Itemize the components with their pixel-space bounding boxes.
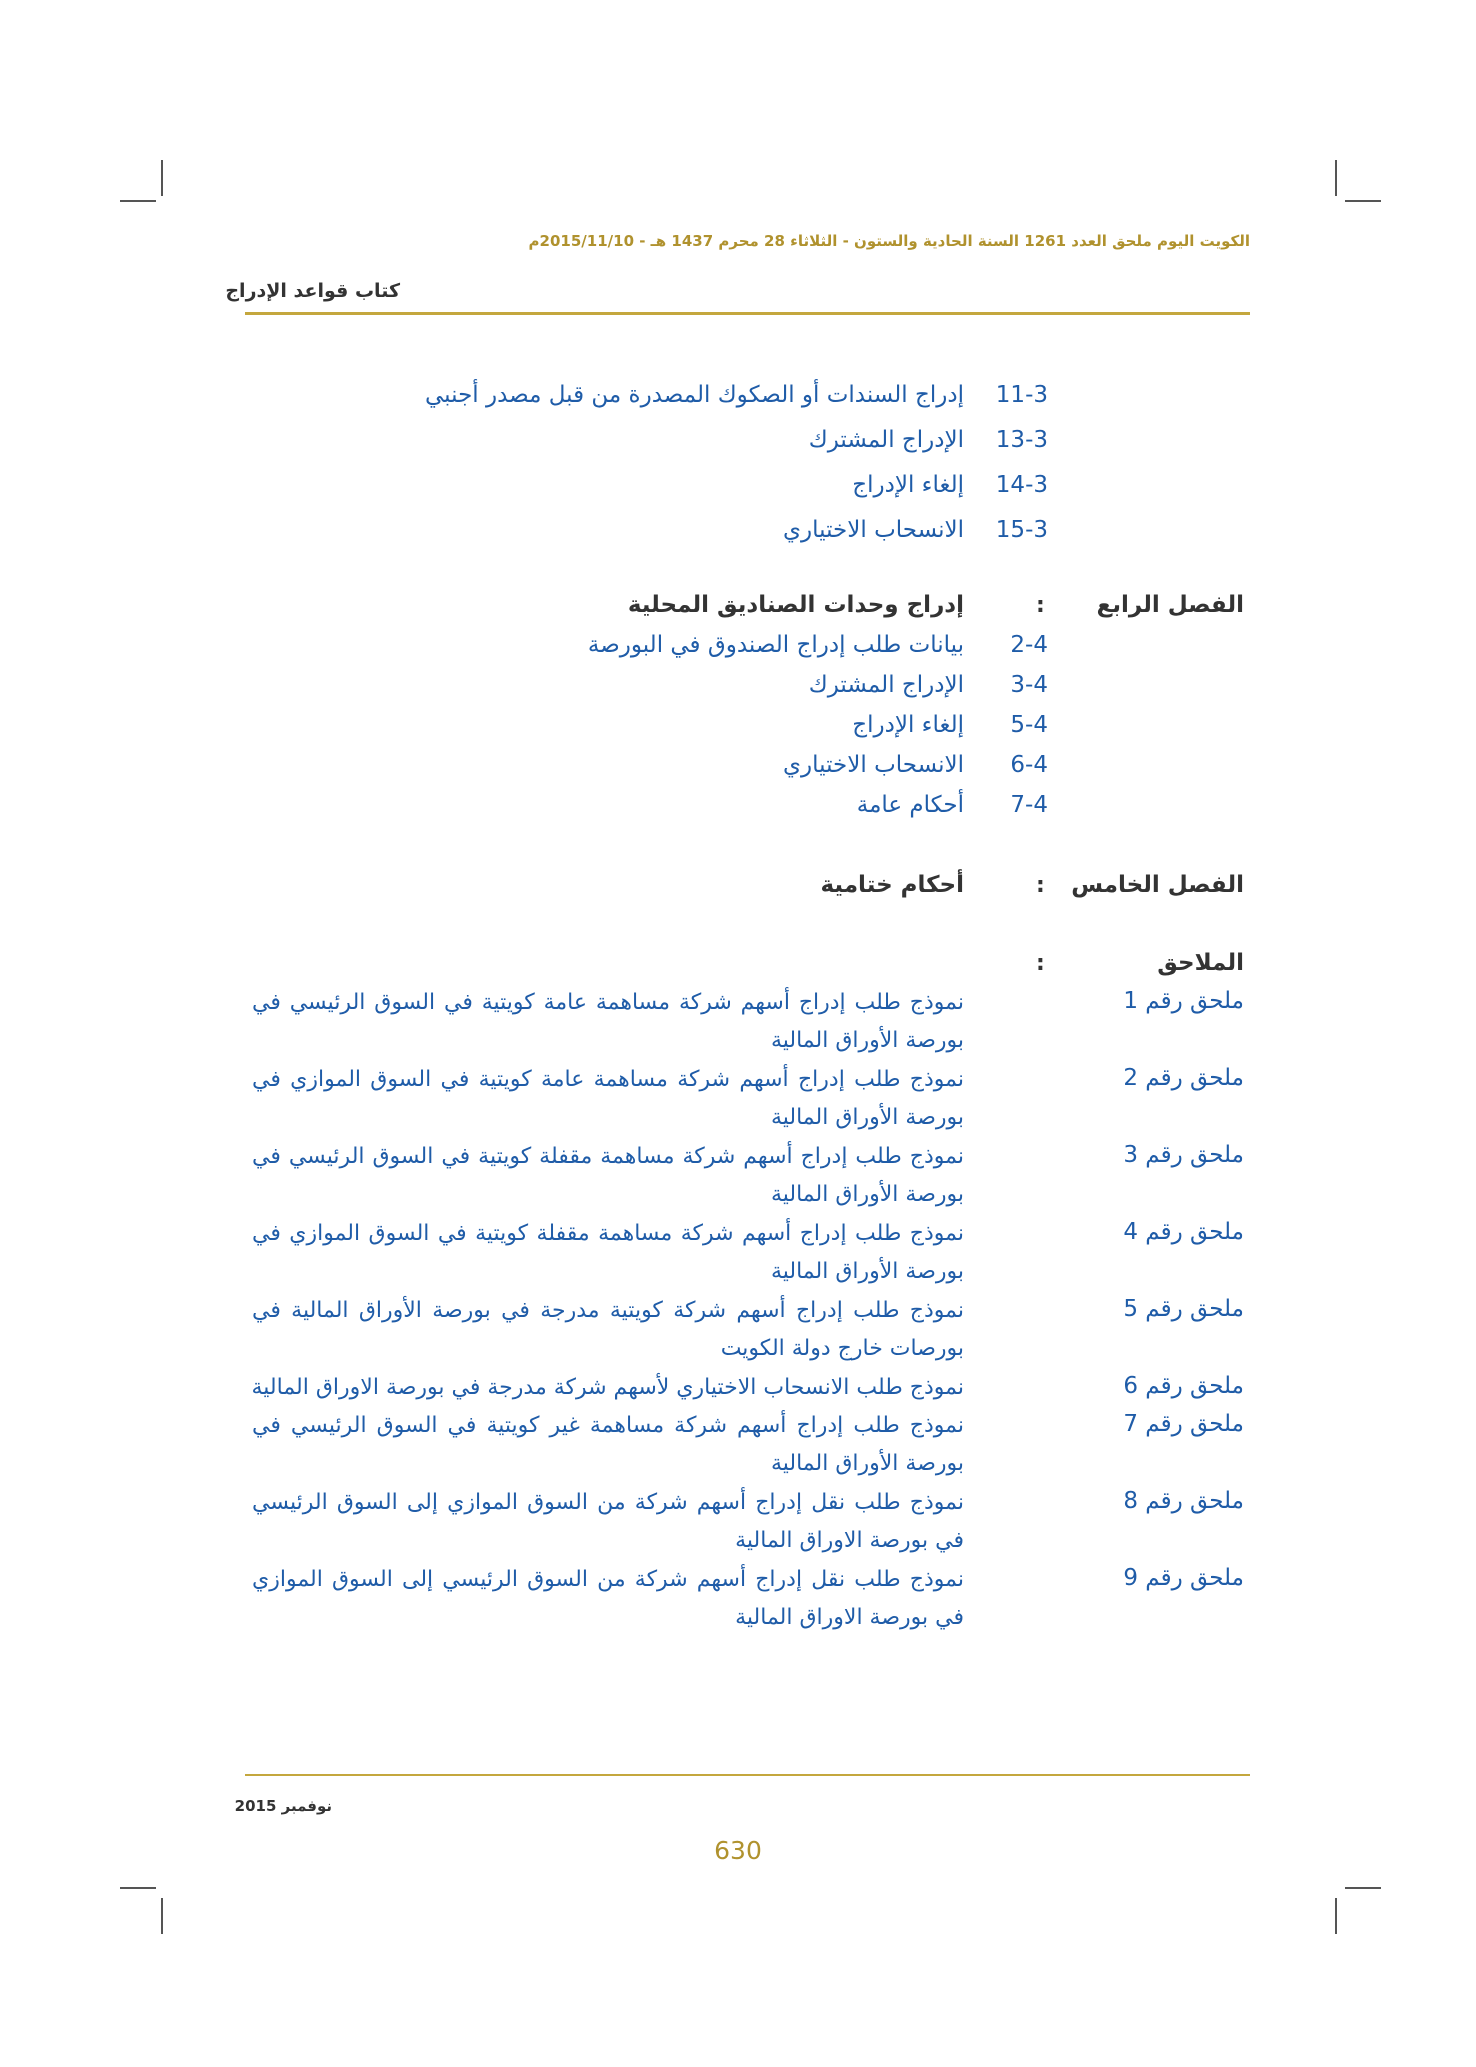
publication-line: الكويت اليوم ملحق العدد 1261 السنة الحادية والستون - الثلاثاء 28 محرم 1437 هـ - 2015/11/10م bbox=[528, 232, 1250, 250]
chapter4-title: إدراج وحدات الصناديق المحلية bbox=[627, 592, 964, 618]
annexes-colon: : bbox=[1036, 951, 1045, 976]
annex-text: نموذج طلب نقل إدراج أسهم شركة من السوق الرئيسي إلى السوق الموازي في بورصة الاوراق المالية bbox=[252, 1567, 964, 1630]
chapter5-colon: : bbox=[1036, 873, 1045, 898]
item-number: 7-4 bbox=[1010, 792, 1048, 818]
crop-mark bbox=[1345, 1887, 1381, 1889]
item-text: الانسحاب الاختياري bbox=[783, 517, 964, 543]
annex-label: ملحق رقم 6 bbox=[1123, 1373, 1244, 1399]
annex-label: ملحق رقم 9 bbox=[1123, 1565, 1244, 1591]
annexes-label: الملاحق bbox=[1157, 950, 1244, 976]
chapter4-label: الفصل الرابع bbox=[1096, 592, 1244, 618]
chapter5-label: الفصل الخامس bbox=[1071, 872, 1244, 898]
crop-mark bbox=[161, 160, 163, 196]
chapter5-title: أحكام ختامية bbox=[820, 872, 964, 898]
chapter4-colon: : bbox=[1036, 593, 1045, 618]
footer-rule bbox=[245, 1774, 1250, 1776]
item-number: 15-3 bbox=[995, 517, 1048, 543]
item-text: إلغاء الإدراج bbox=[852, 712, 964, 738]
item-number: 11-3 bbox=[995, 382, 1048, 408]
crop-mark bbox=[120, 1887, 156, 1889]
footer-date: نوفمبر 2015 bbox=[234, 1797, 332, 1815]
item-text: أحكام عامة bbox=[856, 792, 964, 818]
item-text: الانسحاب الاختياري bbox=[783, 752, 964, 778]
item-text: إلغاء الإدراج bbox=[852, 472, 964, 498]
annex-label: ملحق رقم 5 bbox=[1123, 1296, 1244, 1322]
annex-text: نموذج طلب إدراج أسهم شركة مساهمة غير كويتية في السوق الرئيسي في بورصة الأوراق المالية bbox=[252, 1413, 964, 1476]
annex-text: نموذج طلب إدراج أسهم شركة مساهمة مقفلة كويتية في السوق الرئيسي في بورصة الأوراق المالية bbox=[252, 1144, 964, 1207]
header-rule bbox=[245, 312, 1250, 315]
item-number: 2-4 bbox=[1010, 632, 1048, 658]
annex-text: نموذج طلب إدراج أسهم شركة كويتية مدرجة في بورصة الأوراق المالية في بورصات خارج دولة الكويت bbox=[252, 1298, 964, 1361]
item-text: الإدراج المشترك bbox=[808, 427, 964, 453]
annex-label: ملحق رقم 7 bbox=[1123, 1411, 1244, 1437]
crop-mark bbox=[1345, 200, 1381, 202]
crop-mark bbox=[120, 200, 156, 202]
item-text: الإدراج المشترك bbox=[808, 672, 964, 698]
annex-label: ملحق رقم 1 bbox=[1123, 988, 1244, 1014]
annex-label: ملحق رقم 3 bbox=[1123, 1142, 1244, 1168]
crop-mark bbox=[1335, 1898, 1337, 1934]
item-text: إدراج السندات أو الصكوك المصدرة من قبل مصدر أجنبي bbox=[425, 382, 964, 408]
annex-label: ملحق رقم 2 bbox=[1123, 1065, 1244, 1091]
annex-text: نموذج طلب نقل إدراج أسهم شركة من السوق الموازي إلى السوق الرئيسي في بورصة الاوراق المالية bbox=[252, 1490, 964, 1553]
annex-label: ملحق رقم 4 bbox=[1123, 1219, 1244, 1245]
annex-text: نموذج طلب إدراج أسهم شركة مساهمة عامة كويتية في السوق الموازي في بورصة الأوراق المالية bbox=[252, 1067, 964, 1130]
item-number: 3-4 bbox=[1010, 672, 1048, 698]
item-text: بيانات طلب إدراج الصندوق في البورصة bbox=[587, 632, 964, 658]
item-number: 5-4 bbox=[1010, 712, 1048, 738]
annex-text: نموذج طلب إدراج أسهم شركة مساهمة مقفلة كويتية في السوق الموازي في بورصة الأوراق المالية bbox=[252, 1221, 964, 1284]
item-number: 13-3 bbox=[995, 427, 1048, 453]
item-number: 6-4 bbox=[1010, 752, 1048, 778]
annex-label: ملحق رقم 8 bbox=[1123, 1488, 1244, 1514]
annex-text: نموذج طلب إدراج أسهم شركة مساهمة عامة كويتية في السوق الرئيسي في بورصة الأوراق المالية bbox=[252, 990, 964, 1053]
crop-mark bbox=[1335, 160, 1337, 196]
item-number: 14-3 bbox=[995, 472, 1048, 498]
page-number: 630 bbox=[714, 1836, 762, 1865]
book-title: كتاب قواعد الإدراج bbox=[225, 280, 400, 302]
annex-text: نموذج طلب الانسحاب الاختياري لأسهم شركة مدرجة في بورصة الاوراق المالية bbox=[251, 1375, 964, 1400]
crop-mark bbox=[161, 1898, 163, 1934]
